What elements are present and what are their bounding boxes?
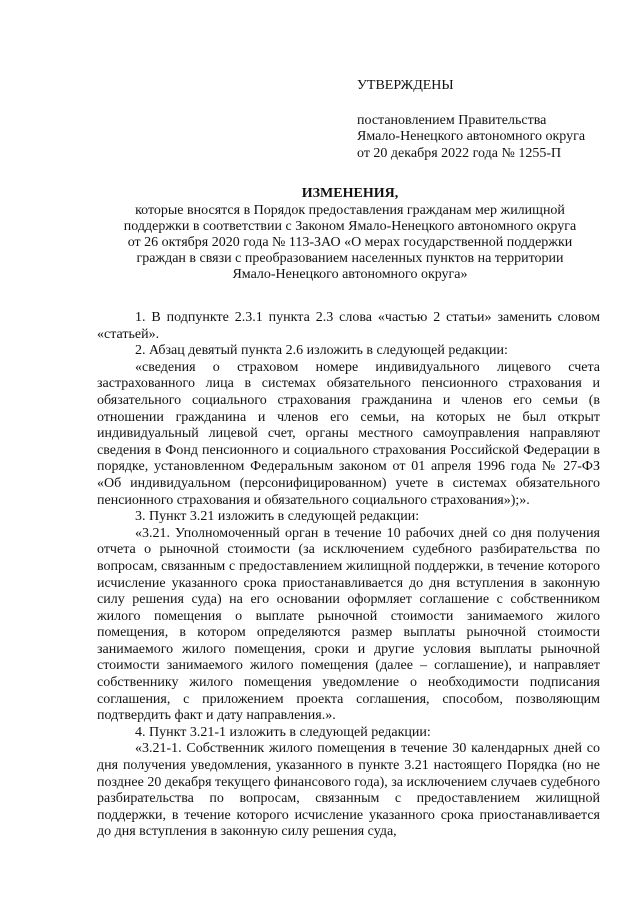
document-body <box>97 310 600 841</box>
approval-line: постановлением Правительства <box>357 112 547 128</box>
paragraph: 3. Пункт 3.21 изложить в следующей редакции: <box>135 509 420 525</box>
document-heading <box>90 186 610 283</box>
approval-line: от 20 декабря 2022 года № 1255-П <box>357 145 562 161</box>
heading-line: поддержки в соответствии с Законом Ямало-Ненецкого автономного округа <box>123 219 577 234</box>
heading-line: которые вносятся в Порядок предоставления гражданам мер жилищной <box>135 203 565 218</box>
paragraph: «3.21-1. Собственник жилого помещения в течение 30 календарных дней со дня получения уведомления, указанного в пункте 3.21 настоящего Порядка (но не позднее 20 декабря текущего финансового года), за исключением случаев судебного разбирательства по вопросам, связанным с предоставлением жилищной поддержки, в течение которого исчисление указанного срока приостанавливается до дня вступления в законную силу решения суда, <box>97 741 600 840</box>
document-title: ИЗМЕНЕНИЯ, <box>301 186 399 201</box>
approval-block <box>357 78 627 162</box>
approval-title: УТВЕРЖДЕНЫ <box>357 78 454 93</box>
heading-line: граждан в связи с преобразованием населенных пунктов на территории <box>136 251 564 266</box>
approval-line: Ямало-Ненецкого автономного округа <box>357 129 586 144</box>
paragraph: 4. Пункт 3.21-1 изложить в следующей редакции: <box>135 724 431 740</box>
paragraph: «3.21. Уполномоченный орган в течение 10 рабочих дней со дня получения отчета о рыночной стоимости (за исключением судебного разбирательства по вопросам, связанным с предоставлением жилищной поддержки, в течение которого исчисление указанного срока приостанавливается до дня вступления в законную силу решения суда) на его основании оформляет соглашение с собственником жилого помещения о выплате рыночной стоимости занимаемого жилого помещения, в котором определяются размер выплаты рыночной стоимости занимаемого жилого помещения, сроки и другие условия выплаты рыночной стоимости занимаемого жилого помещения (далее – соглашение), и направляет собственнику жилого помещения уведомление о необходимости подписания соглашения, с приложением проекта соглашения, способом, позволяющим подтвердить факт и дату направления.». <box>97 525 600 724</box>
heading-line: от 26 октября 2020 года № 113-ЗАО «О мерах государственной поддержки <box>127 235 573 250</box>
paragraph: 1. В подпункте 2.3.1 пункта 2.3 слова «частью 2 статьи» заменить словом «статьей». <box>97 310 600 342</box>
paragraph: «сведения о страховом номере индивидуального лицевого счета застрахованного лица в системах обязательного пенсионного страхования и обязательного социального страхования гражданина и членов его семьи (в отношении гражданина и членов его семьи, на которых не был открыт индивидуальный лицевой счет, органы местного самоуправления направляют сведения в Фонд пенсионного и социального страхования Российской Федерации в порядке, установленном Федеральным законом от 01 апреля 1996 года № 27-ФЗ «Об индивидуальном (персонифицированном) учете в системах обязательного пенсионного страхования и обязательного социального страхования»);». <box>97 359 600 508</box>
heading-line: Ямало-Ненецкого автономного округа» <box>232 267 468 282</box>
paragraph: 2. Абзац девятый пункта 2.6 изложить в следующей редакции: <box>135 343 508 359</box>
